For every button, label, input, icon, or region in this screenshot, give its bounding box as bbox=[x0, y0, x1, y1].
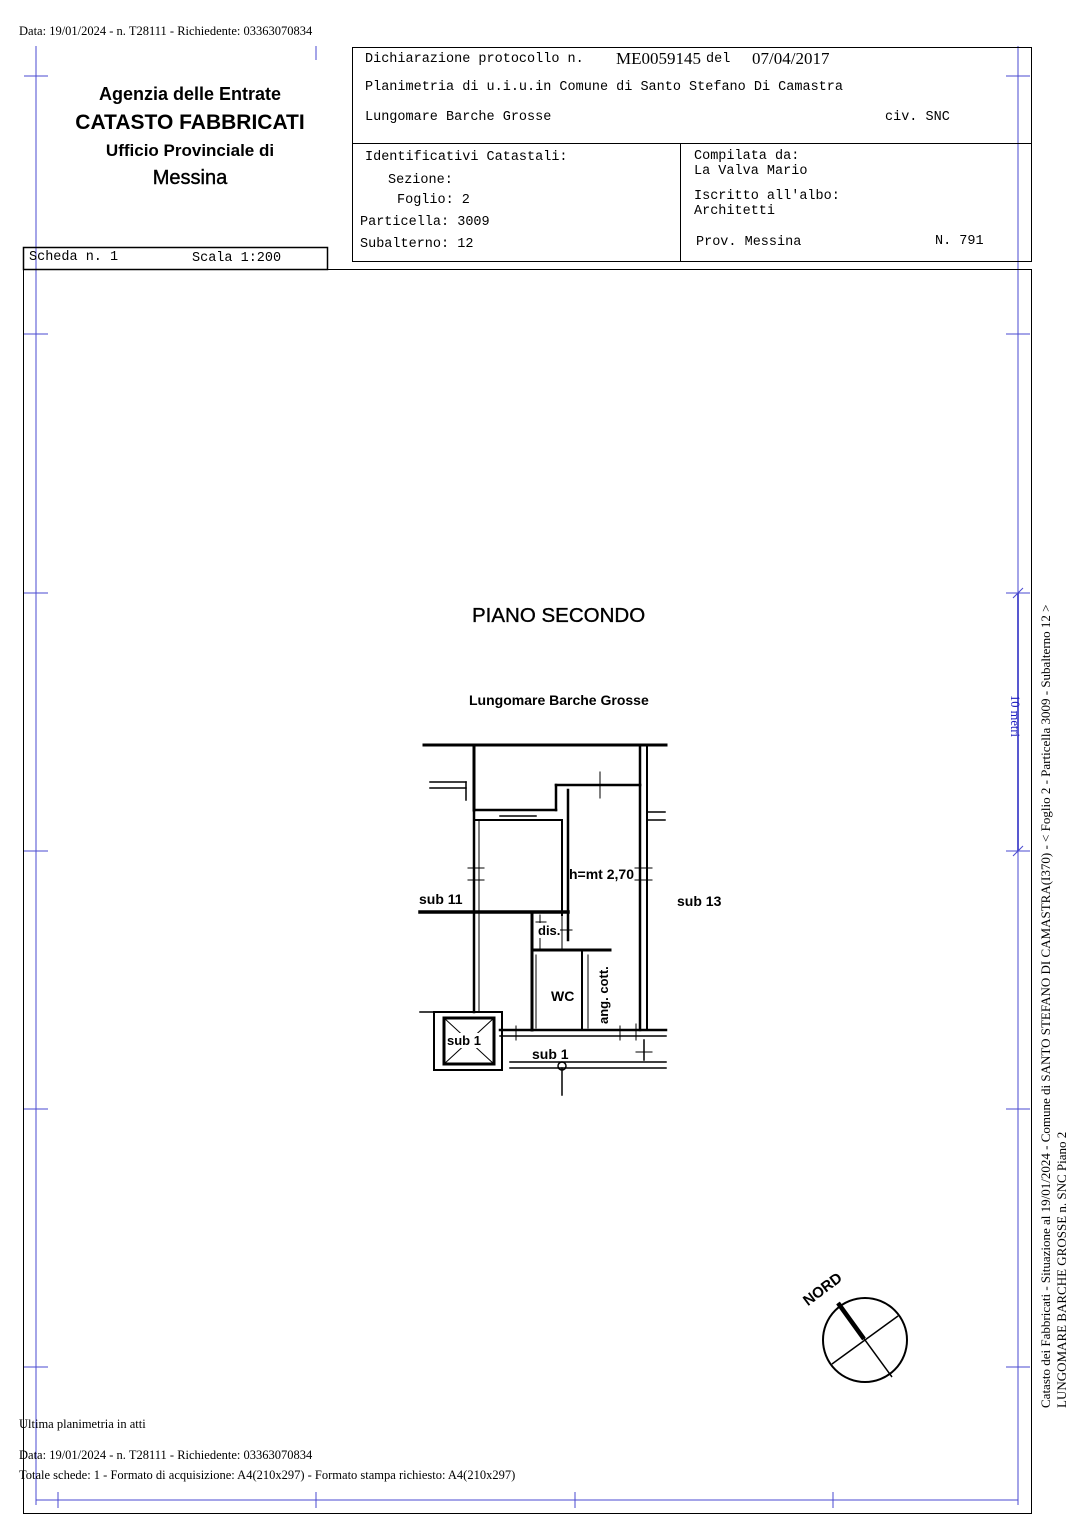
scale-label: Scala 1:200 bbox=[192, 251, 282, 266]
compiler-name: La Valva Mario bbox=[694, 164, 808, 179]
footer-request-line: Data: 19/01/2024 - n. T28111 - Richiedente: 03363070834 bbox=[19, 1448, 313, 1462]
declaration-del: del bbox=[706, 52, 731, 67]
scale-bar-label: 10 metri bbox=[1008, 695, 1022, 738]
sub1-label: sub 1 bbox=[532, 1046, 569, 1062]
wc-label: WC bbox=[551, 988, 575, 1004]
declaration-label: Dichiarazione protocollo n. bbox=[365, 52, 584, 67]
planimetry-line: Planimetria di u.i.u.in Comune di Santo Stefano Di Camastra bbox=[365, 80, 843, 95]
civic-number: civ. SNC bbox=[885, 110, 950, 125]
kitchen-corner-label: ang. cott. bbox=[596, 966, 611, 1024]
request-info-line: Data: 19/01/2024 - n. T28111 - Richiedente: 03363070834 bbox=[19, 24, 313, 38]
side-cadastre-line: Catasto dei Fabbricati - Situazione al 19/01/2024 - Comune di SANTO STEFANO DI CAMASTRA(I370) - < Foglio 2 - Particella 3009 - Subalterno 12 > bbox=[1038, 604, 1053, 1408]
footer-totals-line: Totale schede: 1 - Formato di acquisizione: A4(210x297) - Formato stampa richiesto: A4(210x297) bbox=[19, 1468, 516, 1482]
albo-value: Architetti bbox=[694, 204, 776, 219]
dis-label: dis. bbox=[538, 923, 561, 938]
province-field: Prov. Messina bbox=[696, 235, 802, 250]
protocol-number: ME0059145 bbox=[616, 49, 701, 68]
floor-title: PIANO SECONDO bbox=[472, 604, 646, 627]
street-label: Lungomare Barche Grosse bbox=[469, 692, 649, 708]
scheda-number: Scheda n. 1 bbox=[29, 250, 119, 265]
declaration-date: 07/04/2017 bbox=[752, 49, 830, 68]
agency-name: Agenzia delle Entrate bbox=[98, 84, 282, 104]
side-address-line: LUNGOMARE BARCHE GROSSE n. SNC Piano 2 bbox=[1054, 1131, 1069, 1408]
sub1-lift-label: sub 1 bbox=[447, 1033, 481, 1048]
registered-label: Iscritto all'albo: bbox=[694, 189, 840, 204]
identifiers-title: Identificativi Catastali: bbox=[365, 150, 568, 165]
office-city: Messina bbox=[152, 167, 228, 189]
foglio-field: Foglio: 2 bbox=[397, 193, 470, 208]
particella-field: Particella: 3009 bbox=[360, 215, 490, 230]
office-label: Ufficio Provinciale di bbox=[105, 141, 275, 160]
address-line: Lungomare Barche Grosse bbox=[365, 110, 552, 125]
catasto-title: CATASTO FABBRICATI bbox=[75, 111, 305, 134]
subalterno-field: Subalterno: 12 bbox=[360, 237, 474, 252]
compiled-by-label: Compilata da: bbox=[694, 149, 800, 164]
room-height-label: h=mt 2,70 bbox=[569, 866, 634, 882]
sub11-label: sub 11 bbox=[419, 891, 463, 907]
sezione-field: Sezione: bbox=[388, 173, 453, 188]
north-label: NORD bbox=[800, 1269, 846, 1310]
registration-number: N. 791 bbox=[935, 234, 984, 249]
sub13-label: sub 13 bbox=[677, 893, 722, 909]
last-plan-note: Ultima planimetria in atti bbox=[19, 1417, 146, 1431]
